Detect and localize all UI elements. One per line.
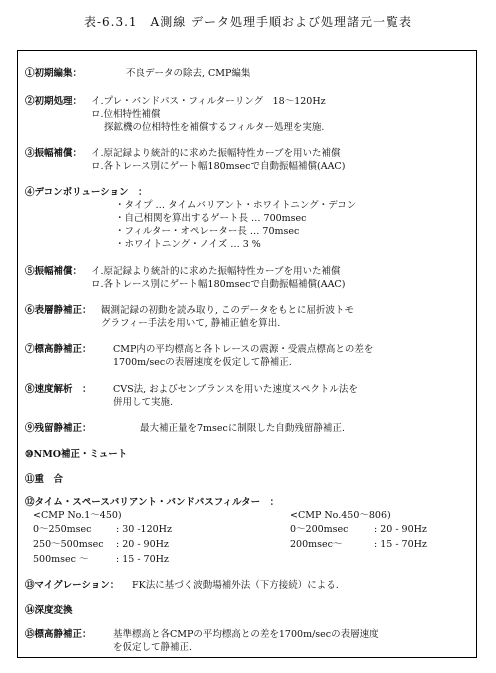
item-7-head: ⑦標高静補正： xyxy=(25,344,92,355)
filter-left-header: <CMP No.1～450) xyxy=(33,510,122,521)
item-4-line-1: ・タイプ … タイムバリアント・ホワイトニング・デコン xyxy=(115,200,357,211)
item-15-head: ⑮標高静補正： xyxy=(25,629,92,640)
filter-left-range-1: 0～250msec xyxy=(33,524,92,535)
item-12-head: ⑫タイム・スペースバリアント・バンドパスフィルター ： xyxy=(25,497,280,508)
filter-right-band-1: : 20 - 90Hz xyxy=(374,524,427,535)
item-13-head: ⑬マイグレーション： xyxy=(25,580,120,591)
item-10-head: ⑩NMO補正・ミュート xyxy=(25,449,128,460)
item-4-line-2: ・自己相関を算出するゲート長 … 700msec xyxy=(115,213,307,224)
item-2-line-2: ロ.位相特性補償 xyxy=(91,109,161,120)
item-7-line-1: CMP内の平均標高と各トレースの震源・受震点標高との差を xyxy=(113,344,374,355)
item-5-line-1: イ.原記録より統計的に求めた振幅特性カーブを用いた補償 xyxy=(91,266,341,277)
item-13-body: FK法に基づく波動場補外法（下方接続）による. xyxy=(132,580,339,591)
item-7-line-2: 1700m/secの表層速度を仮定して静補正. xyxy=(113,357,292,368)
item-3-line-1: イ.原記録より統計的に求めた振幅特性カーブを用いた補償 xyxy=(91,148,341,159)
filter-left-band-3: : 15 - 70Hz xyxy=(116,554,169,565)
item-6-line-2: グラフィー手法を用いて, 静補正値を算出. xyxy=(101,318,281,329)
item-4-head: ④デコンボリューション ： xyxy=(25,187,148,198)
item-8-line-2: 併用して実施. xyxy=(113,397,174,408)
item-5-line-2: ロ.各トレース別にゲート幅180msecで自動振幅補償(AAC) xyxy=(91,279,346,290)
filter-right-header: <CMP No.450～806) xyxy=(290,510,391,521)
item-1-head: ①初期編集： xyxy=(25,68,83,79)
item-5-head: ⑤振幅補償： xyxy=(25,266,83,277)
item-2-head: ②初期処理： xyxy=(25,96,83,107)
item-14-head: ⑭深度変換 xyxy=(25,605,73,616)
filter-left-band-1: : 30 -120Hz xyxy=(116,524,172,535)
item-3-head: ③振幅補償： xyxy=(25,148,83,159)
item-6-line-1: 観測記録の初動を読み取り, このデータをもとに屈折波トモ xyxy=(101,305,355,316)
item-2-line-1: イ.プレ・バンドパス・フィルターリング 18～120Hz xyxy=(91,96,326,107)
item-4-line-3: ・フィルター・オペレーター長 … 70msec xyxy=(115,226,300,237)
item-6-head: ⑥表層静補正： xyxy=(25,305,92,316)
item-8-line-1: CVS法, およびセンブランスを用いた速度スペクトル法を xyxy=(113,384,358,395)
filter-left-band-2: : 20 - 90Hz xyxy=(116,539,169,550)
item-9-body: 最大補正量を7msecに制限した自動残留静補正. xyxy=(140,423,345,434)
item-3-line-2: ロ.各トレース別にゲート幅180msecで自動振幅補償(AAC) xyxy=(91,161,346,172)
item-11-head: ⑪重 合 xyxy=(25,474,64,485)
filter-right-range-2: 200msec～ xyxy=(290,539,343,550)
item-9-head: ⑨残留静補正： xyxy=(25,423,92,434)
item-2-line-3: 探鉱機の位相特性を補償するフィルター処理を実施. xyxy=(104,122,325,133)
table-title: 表-6.3.1 A測線 データ処理手順および処理諸元一覧表 xyxy=(83,15,413,29)
filter-right-band-2: : 15 - 70Hz xyxy=(374,539,427,550)
item-4-line-4: ・ホワイトニング・ノイズ … 3 % xyxy=(115,239,261,250)
filter-left-range-2: 250～500msec xyxy=(33,539,104,550)
item-15-line-1: 基準標高と各CMPの平均標高との差を1700m/secの表層速度 xyxy=(113,629,379,640)
filter-right-range-1: 0～200msec xyxy=(290,524,349,535)
filter-left-range-3: 500msec ～ xyxy=(33,554,89,565)
item-1-body: 不良データの除去, CMP編集 xyxy=(126,68,251,79)
item-15-line-2: を仮定して静補正. xyxy=(113,642,193,653)
item-8-head: ⑧速度解析 ： xyxy=(25,384,92,395)
